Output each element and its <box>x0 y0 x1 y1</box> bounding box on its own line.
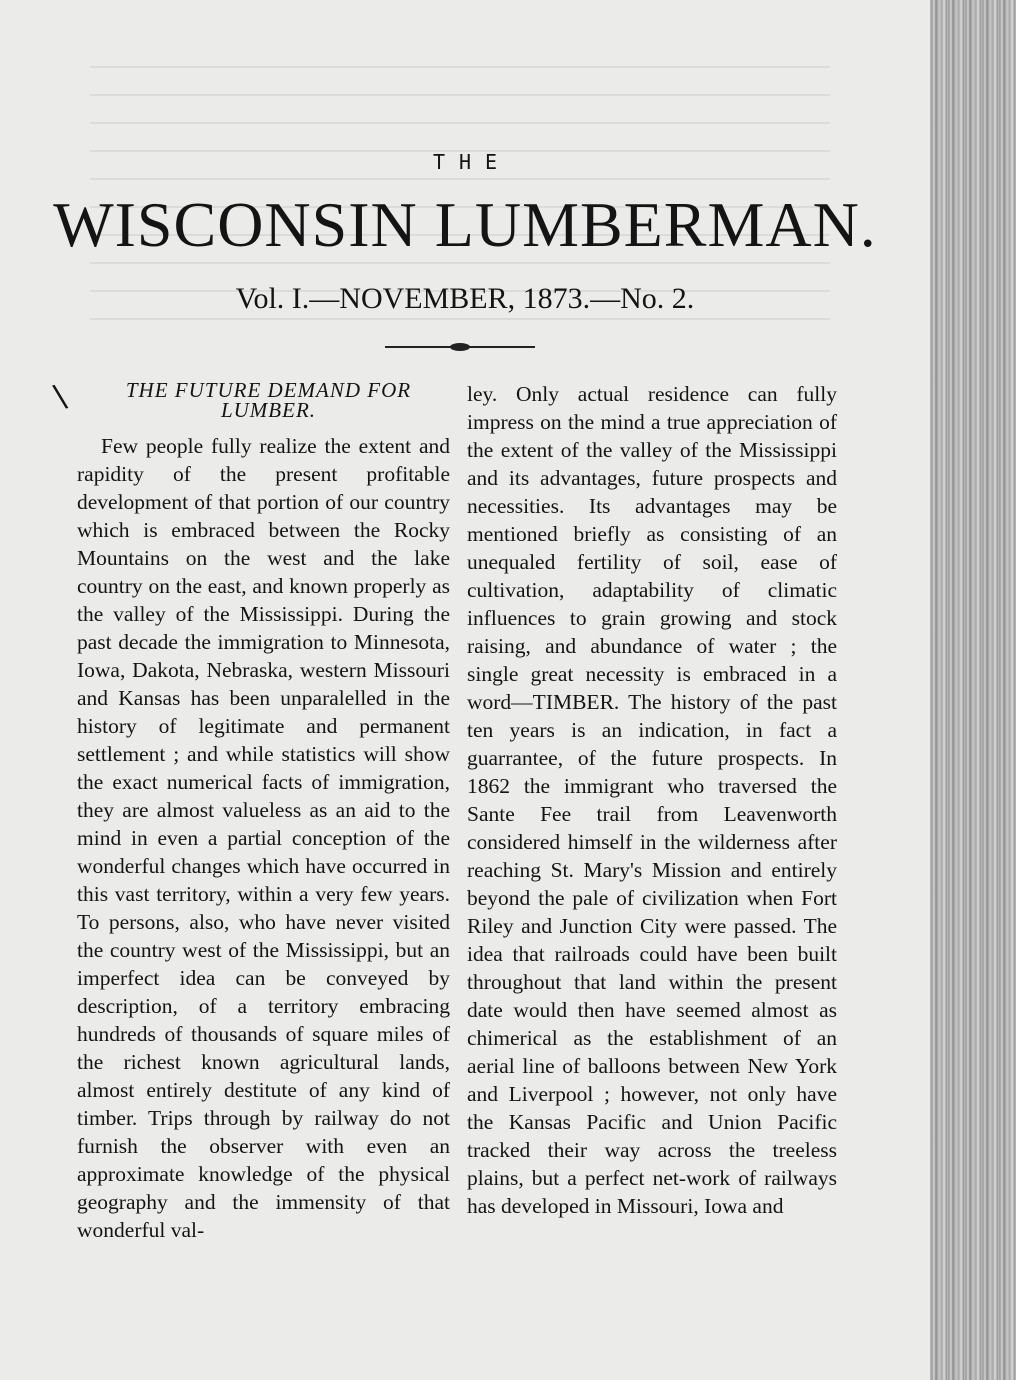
ornament-rule <box>385 346 535 348</box>
article-heading <box>77 380 450 420</box>
article-heading-line2: LUMBER. <box>220 398 317 422</box>
left-column <box>77 380 450 1244</box>
volume-line: Vol. I.—NOVEMBER, 1873.—No. 2. <box>235 282 695 315</box>
article-heading-line1: THE FUTURE DEMAND FOR <box>125 378 412 402</box>
right-column-text: ley. Only actual residence can fully impress on the mind a true appreciation of the extent of the valley of the Mississippi and its advantages, future prospects and necessities. Its advantages may be mentioned briefly as consisting of an unequaled fertility of soil, ease of cultivation, adaptability of climatic influences to grain growing and stock raising, and abundance of water ; the single great necessity is embraced in a word—TIMBER. The history of the past ten years is an indication, in fact a guarrantee, of the future prospects. In 1862 the immigrant who traversed the Sante Fee trail from Leavenworth considered himself in the wilderness after reaching St. Mary's Mission and entirely beyond the pale of civilization when Fort Riley and Junction City were passed. The idea that railroads could have been built throughout that land within the present date would then have seemed almost as chimerical as the establishment of an aerial line of balloons between New York and Liverpool ; however, not only have the Kansas Pacific and Union Pacific tracked their way across the treeless plains, but a perfect net-work of railways has developed in Missouri, Iowa and <box>467 382 837 1218</box>
margin-mark: \ <box>50 375 70 419</box>
masthead-the: THE <box>432 150 512 174</box>
masthead-title: WISCONSIN LUMBERMAN. <box>53 189 877 260</box>
left-column-text: Few people fully realize the extent and rapidity of the present profitable development of that portion of our country which is embraced between the Rocky Mountains on the west and the lake country on the east, and known properly as the valley of the Mississippi. During the past decade the immigration to Minnesota, Iowa, Dakota, Nebraska, western Missouri and Kansas has been unparalelled in the history of legitimate and permanent settlement ; and while statistics will show the exact numerical facts of immigration, they are almost valueless as an aid to the mind in even a partial conception of the wonderful changes which have occurred in this vast territory, within a very few years. To persons, also, who have never visited the country west of the Mississippi, but an imperfect idea can be conveyed by description, of a territory embracing hundreds of thousands of square miles of the richest known agricultural lands, almost entirely destitute of any kind of timber. Trips through by railway do not furnish the observer with even an approximate knowledge of the physical geography and the immensity of that wonderful val- <box>77 434 450 1242</box>
page-binding-edge <box>930 0 1016 1380</box>
right-column <box>467 380 837 1220</box>
